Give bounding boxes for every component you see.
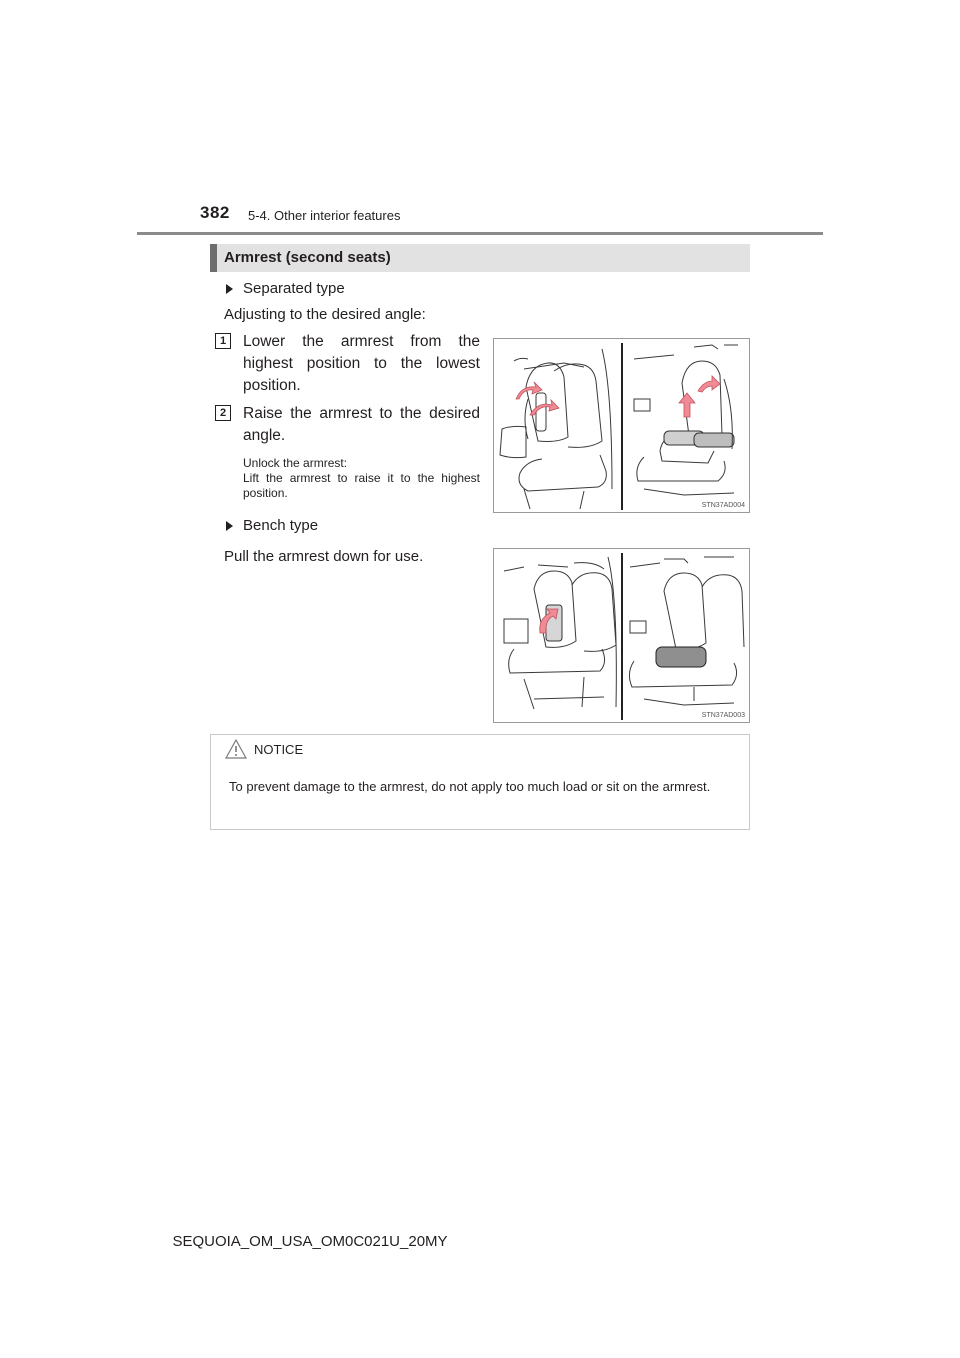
separated-armrest-illustration [494,339,750,513]
unlock-note-title: Unlock the armrest: [243,456,348,470]
bullet-label: Separated type [243,280,345,297]
bullet-label: Bench type [243,517,319,534]
step-text-2: Raise the armrest to the desired angle. [243,405,480,444]
step-text-1: Lower the armrest from the highest position to the lowest position. [243,333,480,394]
bullet-bench-type [226,517,318,534]
header-rule [137,232,823,235]
bullet-triangle-icon [226,284,233,294]
step-number-1: 1 [215,333,231,349]
bullet-triangle-icon [226,521,233,531]
document-footer: SEQUOIA_OM_USA_OM0C021U_20MY [172,1233,448,1250]
figure-id: STN37AD003 [701,712,745,719]
unlock-note-body: Lift the armrest to raise it to the highest position. [243,471,480,500]
figure-separated-armrest [493,338,750,513]
notice-body: To prevent damage to the armrest, do not apply too much load or sit on the armrest. [229,779,711,794]
bench-armrest-illustration [494,549,750,723]
page-number: 382 [200,203,230,222]
figure-id: STN37AD004 [701,502,745,509]
bench-text: Pull the armrest down for use. [224,548,424,565]
bullet-separated-type [226,280,345,297]
section-title: 5-4. Other interior features [248,208,401,223]
section-heading: Armrest (second seats) [224,249,391,266]
figure-bench-armrest [493,548,750,723]
step-number-2: 2 [215,405,231,421]
warning-triangle-icon [225,739,247,764]
motion-arrows [516,376,720,417]
unlock-note [243,456,480,501]
adjust-intro: Adjusting to the desired angle: [224,306,426,323]
notice-label: NOTICE [254,742,304,757]
